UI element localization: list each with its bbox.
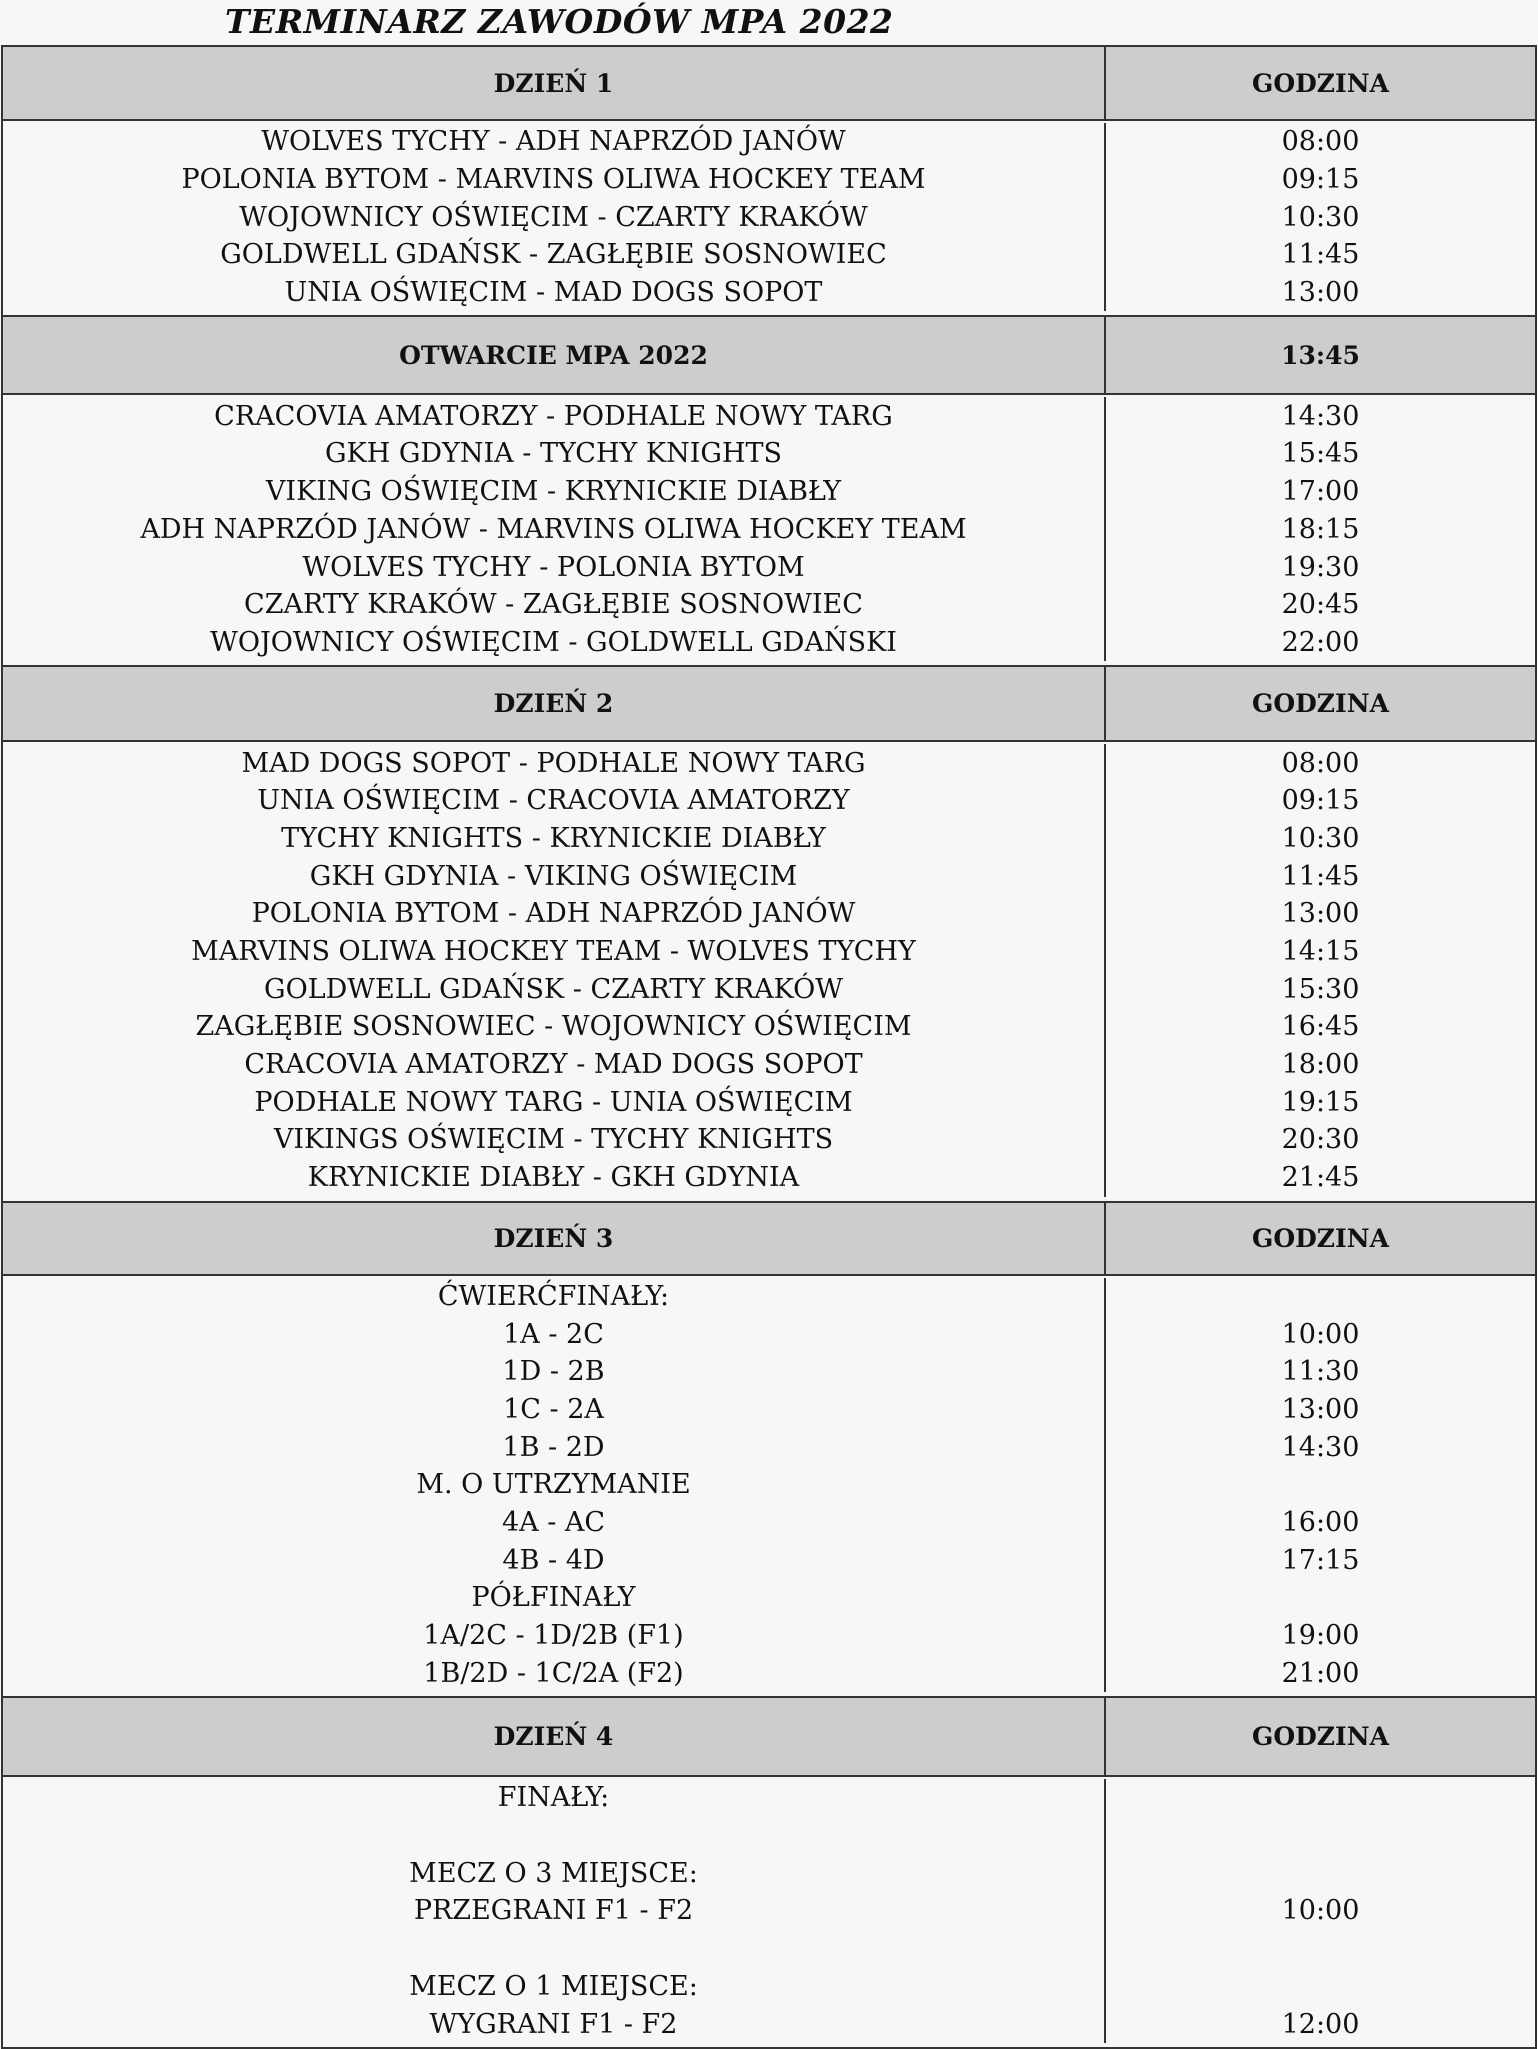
match-name [3, 1817, 1106, 1855]
schedule-row [3, 1504, 1535, 1542]
schedule-row [3, 1391, 1535, 1429]
match-time: 18:15 [1281, 513, 1360, 545]
match-time [1106, 1968, 1535, 2006]
match-time [1106, 1817, 1535, 1855]
match-name: WOLVES TYCHY - ADH NAPRZÓD JANÓW [3, 123, 1106, 161]
match-name: CRACOVIA AMATORZY - PODHALE NOWY TARG [3, 397, 1106, 435]
match-name: 1C - 2A [3, 1391, 1106, 1429]
match-time: 18:00 [1281, 1049, 1360, 1081]
schedule-row [3, 161, 1535, 199]
schedule-row [3, 1008, 1535, 1046]
page-title: TERMINARZ ZAWODÓW MPA 2022 [225, 2, 894, 41]
schedule-row [3, 857, 1535, 895]
section-title: OTWARCIE MPA 2022 [3, 317, 1106, 393]
schedule-row [3, 1278, 1535, 1316]
match-time: 19:15 [1281, 1086, 1360, 1118]
match-time [1106, 1278, 1535, 1316]
match-time: 08:00 [1281, 126, 1360, 158]
section-title: DZIEŃ 1 [3, 47, 1106, 119]
match-name: ADH NAPRZÓD JANÓW - MARVINS OLIWA HOCKEY TEAM [3, 511, 1106, 549]
schedule-row [3, 624, 1535, 662]
match-time [1106, 1930, 1535, 1968]
section-body [3, 121, 1535, 315]
match-time: 11:45 [1281, 860, 1360, 892]
match-time: 16:45 [1281, 1011, 1360, 1043]
match-name: VIKINGS OŚWIĘCIM - TYCHY KNIGHTS [3, 1121, 1106, 1159]
schedule-row [3, 1892, 1535, 1930]
match-time: 14:30 [1281, 1431, 1360, 1463]
schedule-row [3, 1654, 1535, 1692]
match-time: 21:45 [1281, 1162, 1360, 1194]
section-time-header: GODZINA [1252, 689, 1389, 719]
match-name: 4A - AC [3, 1504, 1106, 1542]
schedule-row [3, 1817, 1535, 1855]
match-name: 1A - 2C [3, 1315, 1106, 1353]
match-name: ZAGŁĘBIE SOSNOWIEC - WOJOWNICY OŚWIĘCIM [3, 1008, 1106, 1046]
match-name: VIKING OŚWIĘCIM - KRYNICKIE DIABŁY [3, 473, 1106, 511]
section-body [3, 395, 1535, 665]
schedule-table [1, 45, 1537, 2049]
match-name: MECZ O 3 MIEJSCE: [3, 1854, 1106, 1892]
schedule-row [3, 970, 1535, 1008]
schedule-row [3, 1083, 1535, 1121]
schedule-row [3, 511, 1535, 549]
section-body [3, 742, 1535, 1200]
match-name: MECZ O 1 MIEJSCE: [3, 1968, 1106, 2006]
match-name: POLONIA BYTOM - MARVINS OLIWA HOCKEY TEAM [3, 161, 1106, 199]
match-name: TYCHY KNIGHTS - KRYNICKIE DIABŁY [3, 820, 1106, 858]
schedule-row [3, 2005, 1535, 2043]
schedule-row [3, 1617, 1535, 1655]
schedule-row [3, 1046, 1535, 1084]
match-name: POLONIA BYTOM - ADH NAPRZÓD JANÓW [3, 895, 1106, 933]
match-name: GKH GDYNIA - VIKING OŚWIĘCIM [3, 857, 1106, 895]
match-time [1106, 1779, 1535, 1817]
match-name: 4B - 4D [3, 1541, 1106, 1579]
schedule-row [3, 198, 1535, 236]
match-time: 11:30 [1281, 1356, 1360, 1388]
schedule-row [3, 236, 1535, 274]
match-time: 21:00 [1281, 1657, 1360, 1689]
schedule-row [3, 1466, 1535, 1504]
schedule-row [3, 548, 1535, 586]
match-time: 13:00 [1281, 1393, 1360, 1425]
match-name: WYGRANI F1 - F2 [3, 2005, 1106, 2043]
match-name: UNIA OŚWIĘCIM - CRACOVIA AMATORZY [3, 782, 1106, 820]
schedule-row [3, 1541, 1535, 1579]
match-name: GOLDWELL GDAŃSK - CZARTY KRAKÓW [3, 970, 1106, 1008]
match-time: 22:00 [1281, 626, 1360, 658]
section-time-header: GODZINA [1252, 1722, 1389, 1752]
schedule-row [3, 744, 1535, 782]
match-time: 11:45 [1281, 239, 1360, 271]
match-time [1106, 1466, 1535, 1504]
match-name: GKH GDYNIA - TYCHY KNIGHTS [3, 435, 1106, 473]
schedule-row [3, 895, 1535, 933]
schedule-row [3, 397, 1535, 435]
match-name: M. O UTRZYMANIE [3, 1466, 1106, 1504]
schedule-row [3, 933, 1535, 971]
match-time: 19:30 [1281, 551, 1360, 583]
section-header [3, 665, 1535, 742]
schedule-row [3, 435, 1535, 473]
match-name: PÓŁFINAŁY [3, 1579, 1106, 1617]
schedule-row [3, 1779, 1535, 1817]
match-name: PODHALE NOWY TARG - UNIA OŚWIĘCIM [3, 1083, 1106, 1121]
schedule-row [3, 1159, 1535, 1197]
match-name: GOLDWELL GDAŃSK - ZAGŁĘBIE SOSNOWIEC [3, 236, 1106, 274]
match-time: 20:30 [1281, 1124, 1360, 1156]
match-time: 15:45 [1281, 438, 1360, 470]
match-name [3, 1930, 1106, 1968]
section-body [3, 1276, 1535, 1697]
match-name: KRYNICKIE DIABŁY - GKH GDYNIA [3, 1159, 1106, 1197]
match-time: 10:00 [1281, 1318, 1360, 1350]
match-name: MARVINS OLIWA HOCKEY TEAM - WOLVES TYCHY [3, 933, 1106, 971]
match-time: 19:00 [1281, 1620, 1360, 1652]
schedule-row [3, 820, 1535, 858]
match-name: CZARTY KRAKÓW - ZAGŁĘBIE SOSNOWIEC [3, 586, 1106, 624]
match-time: 16:00 [1281, 1506, 1360, 1538]
match-time: 09:15 [1281, 785, 1360, 817]
match-time: 17:00 [1281, 476, 1360, 508]
match-name: 1A/2C - 1D/2B (F1) [3, 1617, 1106, 1655]
schedule-row [3, 1968, 1535, 2006]
schedule-row [3, 1854, 1535, 1892]
match-time: 12:00 [1281, 2008, 1360, 2040]
schedule-row [3, 1121, 1535, 1159]
match-name: ĆWIERĆFINAŁY: [3, 1278, 1106, 1316]
schedule-row [3, 1579, 1535, 1617]
match-name: CRACOVIA AMATORZY - MAD DOGS SOPOT [3, 1046, 1106, 1084]
section-title: DZIEŃ 4 [3, 1698, 1106, 1775]
match-time: 14:15 [1281, 936, 1360, 968]
match-time: 13:00 [1281, 277, 1360, 309]
match-time: 14:30 [1281, 400, 1360, 432]
match-time: 13:00 [1281, 898, 1360, 930]
schedule-row [3, 586, 1535, 624]
match-name: WOLVES TYCHY - POLONIA BYTOM [3, 548, 1106, 586]
section-body [3, 1777, 1535, 2047]
match-name: WOJOWNICY OŚWIĘCIM - CZARTY KRAKÓW [3, 198, 1106, 236]
match-time: 15:30 [1281, 973, 1360, 1005]
section-title: DZIEŃ 3 [3, 1203, 1106, 1274]
schedule-row [3, 1353, 1535, 1391]
schedule-row [3, 1428, 1535, 1466]
section-header [3, 1201, 1535, 1276]
match-name: FINAŁY: [3, 1779, 1106, 1817]
match-name: 1B/2D - 1C/2A (F2) [3, 1654, 1106, 1692]
match-time: 08:00 [1281, 747, 1360, 779]
match-name: PRZEGRANI F1 - F2 [3, 1892, 1106, 1930]
section-header [3, 315, 1535, 395]
match-time: 17:15 [1281, 1544, 1360, 1576]
match-name: 1B - 2D [3, 1428, 1106, 1466]
match-time: 10:00 [1281, 1895, 1360, 1927]
schedule-row [3, 123, 1535, 161]
match-time: 10:30 [1281, 822, 1360, 854]
schedule-row [3, 274, 1535, 312]
schedule-row [3, 782, 1535, 820]
match-name: WOJOWNICY OŚWIĘCIM - GOLDWELL GDAŃSKI [3, 624, 1106, 662]
section-time-header: GODZINA [1252, 68, 1389, 98]
section-header [3, 47, 1535, 121]
section-time-header: 13:45 [1281, 340, 1360, 370]
match-name: MAD DOGS SOPOT - PODHALE NOWY TARG [3, 744, 1106, 782]
match-time: 10:30 [1281, 201, 1360, 233]
section-title: DZIEŃ 2 [3, 667, 1106, 740]
match-time [1106, 1854, 1535, 1892]
schedule-row [3, 1930, 1535, 1968]
schedule-row [3, 1315, 1535, 1353]
match-name: UNIA OŚWIĘCIM - MAD DOGS SOPOT [3, 274, 1106, 312]
match-time [1106, 1579, 1535, 1617]
match-time: 09:15 [1281, 164, 1360, 196]
section-header [3, 1696, 1535, 1777]
match-name: 1D - 2B [3, 1353, 1106, 1391]
section-time-header: GODZINA [1252, 1223, 1389, 1253]
schedule-row [3, 473, 1535, 511]
match-time: 20:45 [1281, 589, 1360, 621]
